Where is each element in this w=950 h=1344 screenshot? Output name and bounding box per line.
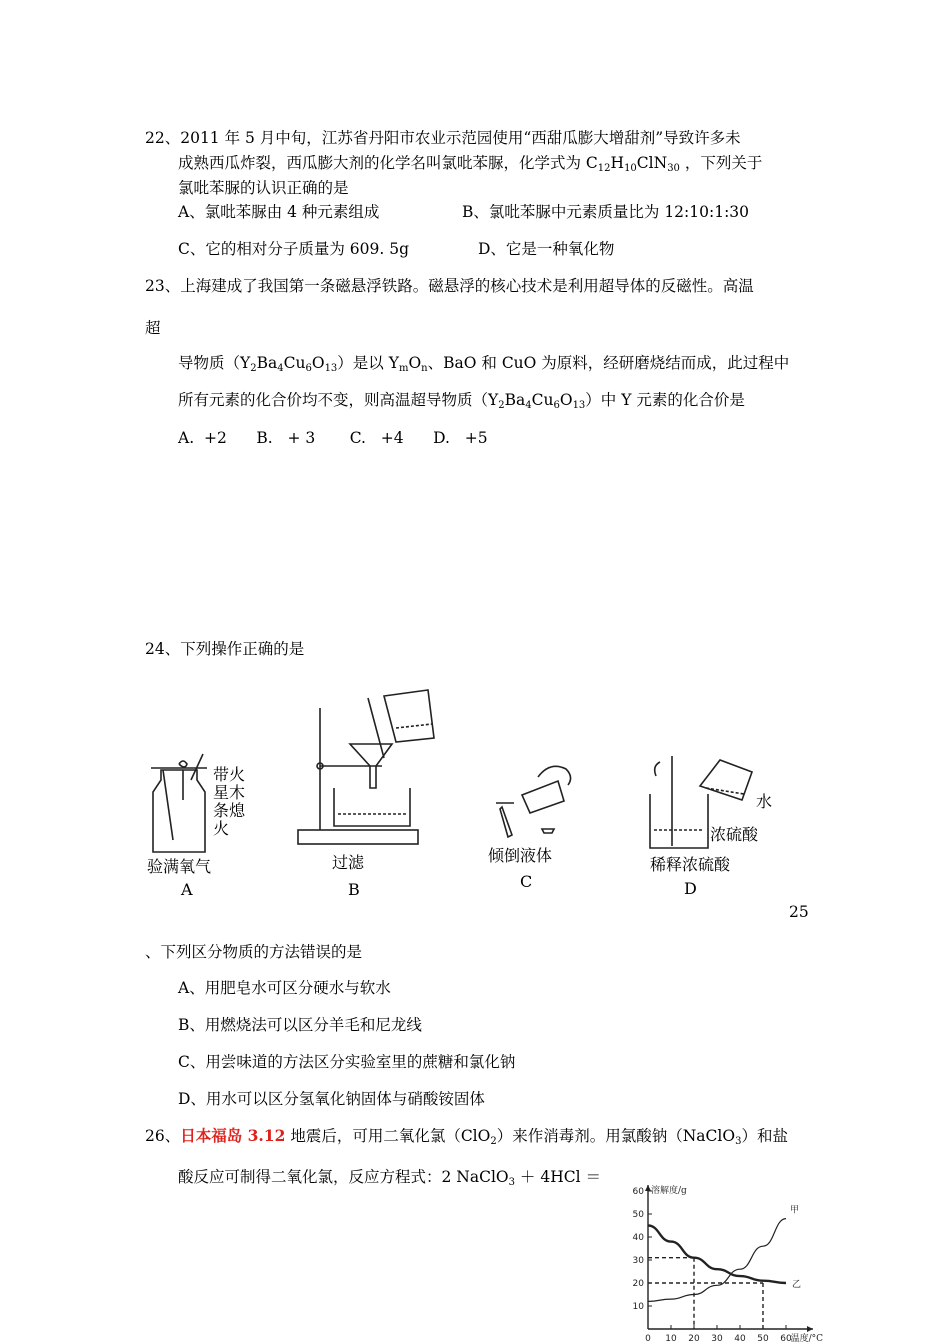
x-axis-arrow <box>807 1326 813 1332</box>
q22-option-a: A、氯吡苯脲由 4 种元素组成 <box>178 203 380 221</box>
x-axis-label: 温度/°C <box>790 1334 824 1344</box>
q26-line2: 酸反应可制得二氧化氯，反应方程式：2 NaClO$_3$ ＋ 4HCl ＝ <box>178 1168 601 1188</box>
figure-a-label-line3: 条熄 <box>213 801 246 820</box>
x-tick-label: 0 <box>645 1334 651 1344</box>
y-tick-label: 10 <box>632 1302 644 1312</box>
x-tick-label: 20 <box>688 1334 700 1344</box>
q22-line1: 22、2011 年 5 月中旬，江苏省丹阳市农业示范园使用“西甜瓜膨大增甜剂”导致许多未 <box>145 129 741 147</box>
x-tick-label: 30 <box>711 1334 723 1344</box>
q25-stem: 、下列区分物质的方法错误的是 <box>145 943 363 961</box>
q25-option-c: C、用尝味道的方法区分实验室里的蔗糖和氯化钠 <box>178 1053 516 1071</box>
figure-a-letter: A <box>181 880 193 899</box>
q23-line2: 导物质$(Y_2Ba_4Cu_6O_{13})$是以 $Y_mO_n$、BaO 和 CuO 为原料，经研磨烧结而成，此过程中 <box>178 354 790 374</box>
q25-option-a: A、用肥皂水可区分硬水与软水 <box>178 979 391 997</box>
x-tick-label: 50 <box>757 1334 769 1344</box>
q26-line1: 26、日本福岛 3.12 地震后，可用二氧化氯（ClO$_2$）来作消毒剂。用氯酸钠（NaClO$_3$）和盐 <box>145 1126 788 1147</box>
q26-highlight: 日本福岛 3.12 <box>180 1126 286 1145</box>
figure-b-letter: B <box>348 880 360 899</box>
y-tick-label: 50 <box>632 1210 644 1220</box>
q23-line1: 23、上海建成了我国第一条磁悬浮铁路。磁悬浮的核心技术是利用超导体的反磁性。高温 <box>145 277 754 295</box>
q23-options: A. +2 B. + 3 C. +4 D. +5 <box>178 429 488 447</box>
figure-c-letter: C <box>520 872 533 891</box>
figure-a-caption: 验满氧气 <box>147 857 212 876</box>
figure-a-oxygen-test <box>143 740 253 900</box>
q23-line1b: 超 <box>145 319 161 337</box>
figure-d-caption: 稀释浓硫酸 <box>650 855 731 874</box>
q25-option-d: D、用水可以区分氢氧化钠固体与硝酸铵固体 <box>178 1090 485 1108</box>
x-tick-label: 10 <box>665 1334 677 1344</box>
figure-d-water-label: 水 <box>756 792 773 811</box>
q22-option-c: C、它的相对分子质量为 609. 5g <box>178 240 410 258</box>
q25-number: 25 <box>789 903 809 921</box>
y-tick-label: 60 <box>632 1187 644 1197</box>
y-axis-label: 溶解度/g <box>651 1186 687 1196</box>
q23-line3: 所有元素的化合价均不变，则高温超导物质$(Y_2Ba_4Cu_6O_{13})$中 Y 元素的化合价是 <box>178 391 745 411</box>
series-line-1 <box>648 1219 786 1302</box>
series-line-2 <box>648 1226 786 1284</box>
figure-b-filtration <box>292 688 452 900</box>
q24-stem: 24、下列操作正确的是 <box>145 640 305 658</box>
figure-a-label-line2: 星木 <box>213 783 246 802</box>
series-label-2: 乙 <box>792 1280 802 1290</box>
y-tick-label: 20 <box>632 1279 644 1289</box>
q25-option-b: B、用燃烧法可以区分羊毛和尼龙线 <box>178 1016 422 1034</box>
x-tick-label: 40 <box>734 1334 746 1344</box>
figure-d-acid-label: 浓硫酸 <box>710 825 759 844</box>
series-label-1: 甲 <box>790 1205 800 1216</box>
figure-a-label-line4: 火 <box>213 819 230 838</box>
figure-a-label-line1: 带火 <box>213 765 246 784</box>
x-tick-label: 60 <box>780 1334 792 1344</box>
figure-d-dilution <box>644 752 784 900</box>
y-tick-label: 30 <box>632 1256 644 1266</box>
solubility-chart <box>612 1162 838 1344</box>
figure-b-caption: 过滤 <box>332 853 365 872</box>
q22-line3: 氯吡苯脲的认识正确的是 <box>178 179 349 197</box>
q22-option-d: D、它是一种氧化物 <box>478 240 615 258</box>
figure-d-letter: D <box>684 879 697 898</box>
figure-c-pouring <box>478 755 588 895</box>
y-tick-label: 40 <box>632 1233 644 1243</box>
q22-option-b: B、氯吡苯脲中元素质量比为 12:10:1:30 <box>462 203 750 221</box>
q22-line2: 成熟西瓜炸裂，西瓜膨大剂的化学名叫氯吡苯脲，化学式为 $C_{12}H_{10}ClN_{30}$ ，下列关于 <box>178 154 763 174</box>
figure-c-caption: 倾倒液体 <box>488 846 553 865</box>
